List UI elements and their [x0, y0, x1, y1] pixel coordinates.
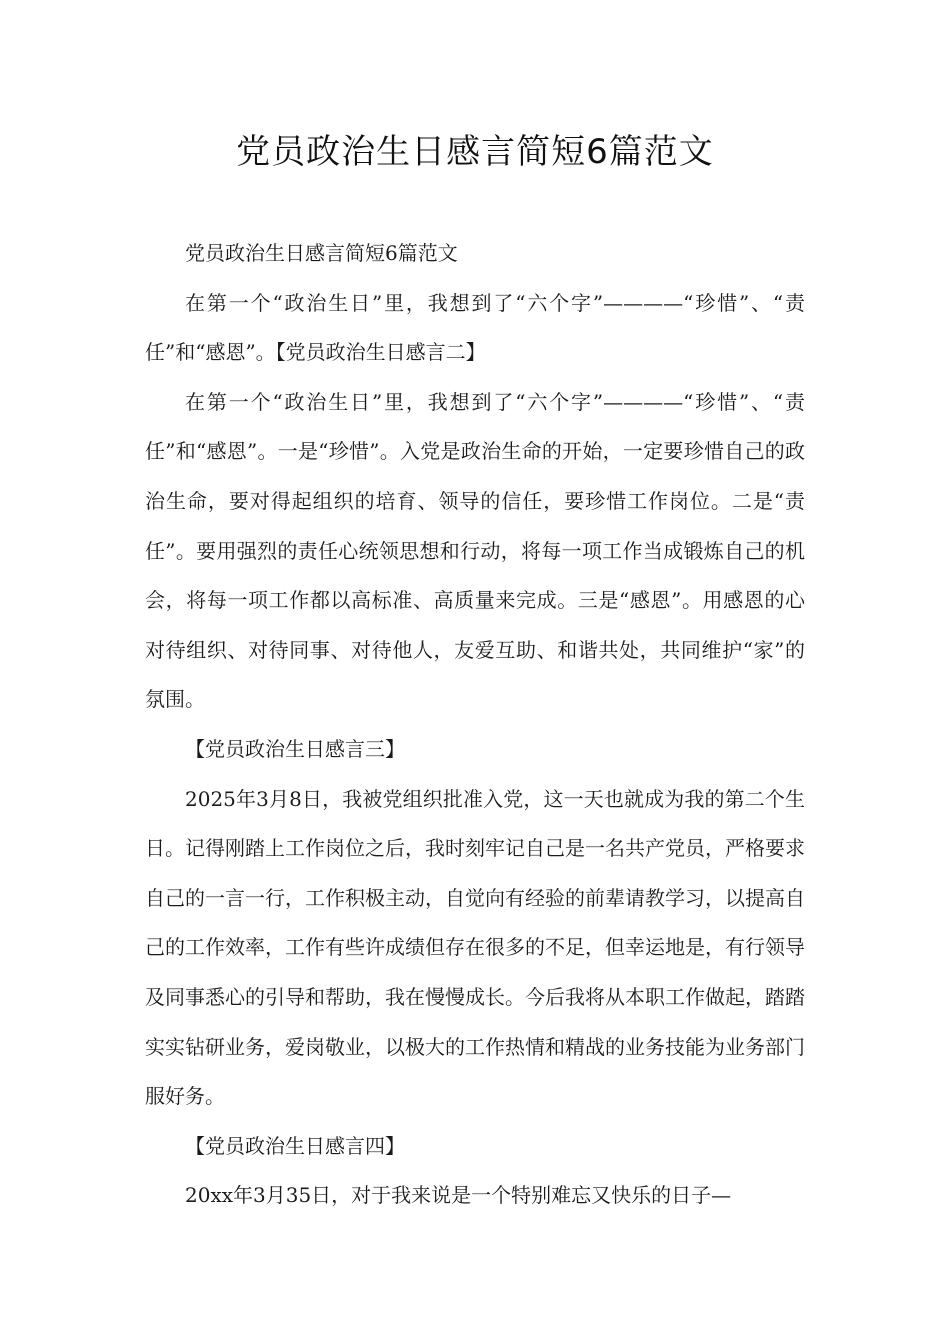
document-title: 党员政治生日感言简短6篇范文: [236, 132, 714, 172]
document-body: [145, 229, 805, 1221]
section-heading: 【党员政治生日感言三】: [185, 736, 405, 761]
paragraph: 在第一个“政治生日”里，我想到了“六个字”————“珍惜”、“责任”和“感恩”。【党员政治生日感言二】: [145, 290, 805, 365]
paragraph: 20xx年3月35日，对于我来说是一个特别难忘又快乐的日子—: [185, 1183, 732, 1208]
paragraph-subtitle: 党员政治生日感言简短6篇范文: [185, 241, 458, 265]
paragraph: 在第一个“政治生日”里，我想到了“六个字”————“珍惜”、“责任”和“感恩”。一是“珍惜”。入党是政治生命的开始，一定要珍惜自己的政治生命，要对得起组织的培育、领导的信任，要珍惜工作岗位。二是“责任”。要用强烈的责任心统领思想和行动，将每一项工作当成锻炼自己的机会，将每一项工作都以高标准、高质量来完成。三是“感恩”。用感恩的心对待组织、对待同事、对待他人，友爱互助、和谐共处，共同维护“家”的氛围。: [145, 389, 805, 712]
paragraph: 2025年3月8日，我被党组织批准入党，这一天也就成为我的第二个生日。记得刚踏上工作岗位之后，我时刻牢记自己是一名共产党员，严格要求自己的一言一行，工作积极主动，自觉向有经验的前辈请教学习，以提高自己的工作效率，工作有些许成绩但存在很多的不足，但幸运地是，有行领导及同事悉心的引导和帮助，我在慢慢成长。今后我将从本职工作做起，踏踏实实钻研业务，爱岗敬业，以极大的工作热情和精战的业务技能为业务部门服好务。: [145, 786, 805, 1109]
section-heading: 【党员政治生日感言四】: [185, 1133, 405, 1158]
